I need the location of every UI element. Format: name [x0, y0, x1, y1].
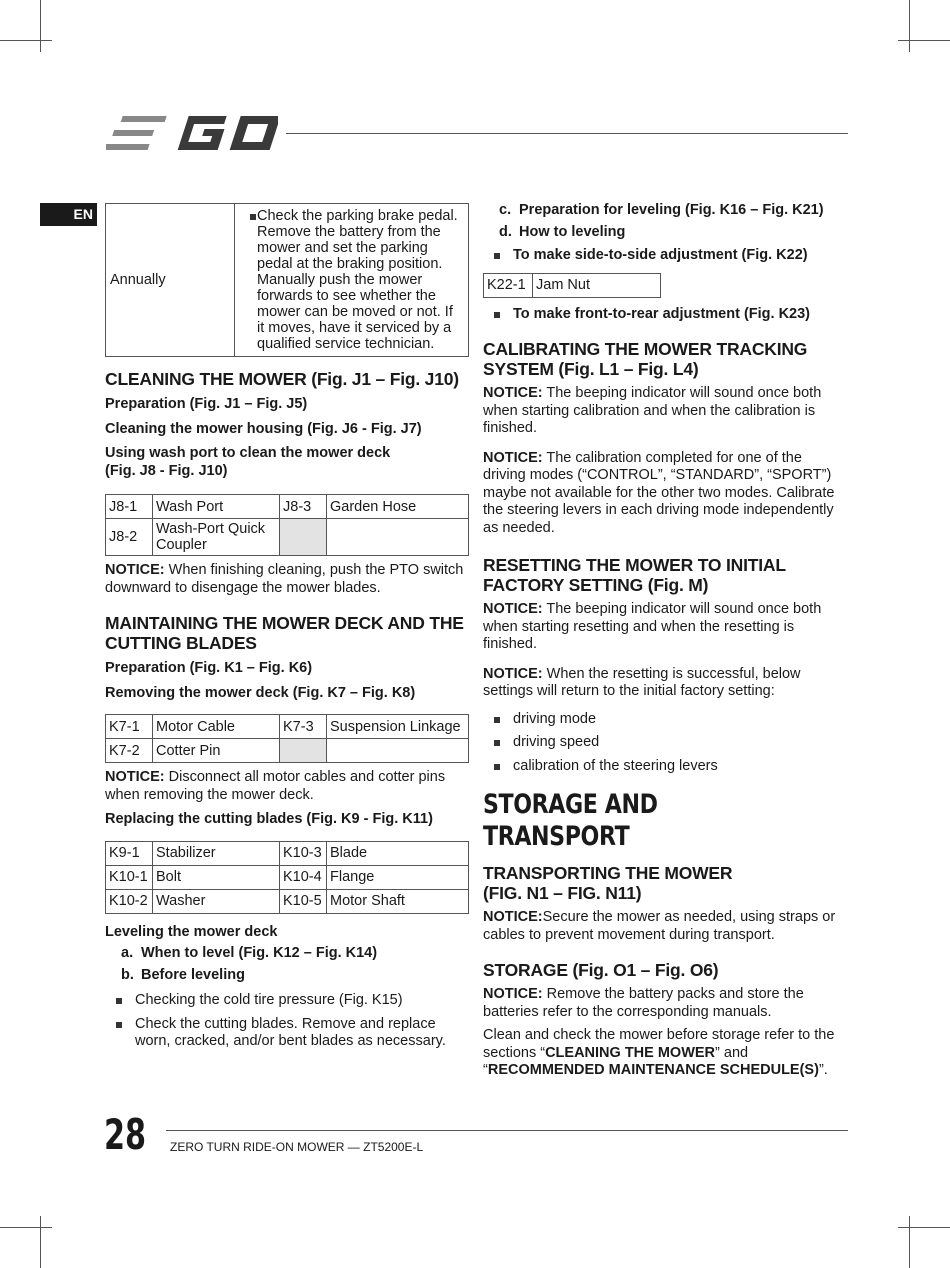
crop-mark — [898, 40, 950, 41]
subheading-replacing: Replacing the cutting blades (Fig. K9 - Fig. K11) — [105, 811, 433, 827]
part-id: K7-3 — [280, 715, 327, 739]
section-title-cleaning: CLEANING THE MOWER (Fig. J1 – Fig. J10) — [105, 369, 459, 389]
list-item: driving mode — [483, 711, 848, 729]
table-row — [106, 841, 469, 865]
wash-port-line2: (Fig. J8 - Fig. J10) — [105, 462, 228, 479]
empty-cell — [280, 519, 327, 556]
step-text: When to level (Fig. K12 – Fig. K14) — [141, 945, 378, 961]
part-name: Flange — [327, 865, 469, 889]
notice-label: NOTICE: — [105, 769, 165, 785]
language-tab: EN — [40, 203, 97, 226]
crop-mark — [898, 1227, 950, 1228]
step-a — [105, 945, 469, 963]
part-name: Stabilizer — [153, 841, 280, 865]
subheading-deck-prep: Preparation (Fig. K1 – Fig. K6) — [105, 660, 313, 676]
notice-text: When finishing cleaning, push the PTO switch downward to disengage the mower blades. — [105, 562, 464, 596]
empty-cell — [327, 739, 469, 763]
part-id: K10-3 — [280, 841, 327, 865]
part-id: J8-3 — [280, 495, 327, 519]
parts-table-k7 — [105, 714, 469, 763]
part-name: Garden Hose — [327, 495, 469, 519]
ego-logo — [106, 112, 278, 154]
title-line: (FIG. N1 – FIG. N11) — [483, 883, 642, 903]
crop-mark — [909, 0, 910, 52]
parts-table-k9-k10 — [105, 841, 469, 914]
table-row — [106, 204, 469, 357]
notice-label: NOTICE: — [483, 449, 543, 466]
part-id: J8-1 — [106, 495, 153, 519]
part-id: K10-4 — [280, 865, 327, 889]
part-name: Blade — [327, 841, 469, 865]
step-text: How to leveling — [519, 223, 626, 240]
part-name: Cotter Pin — [153, 739, 280, 763]
text-run: ” and “ — [483, 1044, 749, 1078]
text-run: ”. — [818, 1062, 828, 1078]
empty-cell — [327, 519, 469, 556]
notice-text: The calibration completed for one of the driving modes (“CONTROL”, “STANDARD”, “SPORT”) maybe not available for the other two modes. Calibrate the steering levers in each driving mode independently as needed. — [483, 449, 835, 536]
step-text: Preparation for leveling (Fig. K16 – Fig. K21) — [519, 202, 824, 218]
notice-transport — [483, 909, 848, 944]
notice-text: When the resetting is successful, below settings will return to the initial factory setting: — [483, 665, 801, 699]
table-row — [484, 273, 661, 297]
step-d — [483, 224, 848, 242]
part-id: K9-1 — [106, 841, 153, 865]
step-c — [483, 202, 848, 220]
part-name: Suspension Linkage — [327, 715, 469, 739]
text-run: Clean and check the mower before storage refer to the sections “ — [483, 1027, 835, 1061]
list-item: Check the cutting blades. Remove and replace worn, cracked, and/or bent blades as necessary. — [105, 1016, 469, 1051]
title-line: TRANSPORTING THE MOWER — [483, 863, 733, 883]
section-reference: CLEANING THE MOWER — [545, 1044, 716, 1061]
table-row — [106, 519, 469, 556]
crop-mark — [0, 40, 52, 41]
subheading-removing: Removing the mower deck (Fig. K7 – Fig. K8) — [105, 684, 416, 701]
part-name: Wash-Port Quick Coupler — [153, 519, 280, 556]
crop-mark — [40, 0, 41, 52]
crop-mark — [0, 1227, 52, 1228]
notice-label: NOTICE: — [483, 909, 543, 925]
notice-text: Secure the mower as needed, using straps or cables to prevent movement during transport. — [483, 909, 836, 943]
wash-port-line1: Using wash port to clean the mower deck — [105, 445, 391, 461]
part-name: Washer — [153, 889, 280, 913]
notice-label: NOTICE: — [105, 562, 165, 578]
notice-reset-2 — [483, 666, 848, 701]
notice-text: Remove the battery packs and store the batteries refer to the corresponding manuals. — [483, 986, 804, 1020]
notice-label: NOTICE: — [483, 385, 543, 401]
notice-label: NOTICE: — [483, 665, 543, 682]
table-row — [106, 889, 469, 913]
part-name: Bolt — [153, 865, 280, 889]
step-letter: d. — [499, 223, 512, 240]
notice-reset-1 — [483, 601, 848, 654]
list-item: To make side-to-side adjustment (Fig. K22) — [483, 247, 848, 265]
part-name: Wash Port — [153, 495, 280, 519]
footer-text: ZERO TURN RIDE-ON MOWER — ZT5200E-L — [170, 1140, 424, 1154]
crop-mark — [40, 1216, 41, 1268]
notice-calibration-2 — [483, 450, 848, 538]
parts-table-j8 — [105, 494, 469, 556]
right-column — [483, 200, 848, 1086]
subheading-preparation: Preparation (Fig. J1 – Fig. J5) — [105, 396, 308, 412]
list-item: driving speed — [483, 734, 848, 752]
schedule-task-text: Check the parking brake pedal. Remove the battery from the mower and set the parking pedal at the braking position. Manually push the mower forwards to see whether the mower can be moved or not. If it moves, have it serviced by a qualified service technician. — [257, 208, 458, 352]
list-item: To make front-to-rear adjustment (Fig. K23) — [483, 306, 848, 324]
part-id: K7-2 — [106, 739, 153, 763]
left-column — [105, 203, 469, 1057]
footer-rule — [166, 1130, 848, 1131]
section-title-resetting: RESETTING THE MOWER TO INITIAL FACTORY SETTING (Fig. M) — [483, 555, 786, 595]
section-title-calibrating: CALIBRATING THE MOWER TRACKING SYSTEM (Fig. L1 – Fig. L4) — [483, 339, 808, 379]
part-id: K10-5 — [280, 889, 327, 913]
part-id: J8-2 — [106, 519, 153, 556]
table-row — [106, 739, 469, 763]
notice-text: The beeping indicator will sound once both when starting calibration and when the calibration is finished. — [483, 385, 822, 436]
subheading-wash-port — [105, 445, 469, 480]
list-item: Checking the cold tire pressure (Fig. K15) — [105, 992, 469, 1010]
part-id: K10-2 — [106, 889, 153, 913]
section-title-deck: MAINTAINING THE MOWER DECK AND THE CUTTING BLADES — [105, 613, 464, 653]
subheading-housing: Cleaning the mower housing (Fig. J6 - Fig. J7) — [105, 420, 422, 437]
step-letter: c. — [499, 202, 512, 218]
subheading-leveling: Leveling the mower deck — [105, 923, 278, 940]
notice-label: NOTICE: — [483, 986, 543, 1002]
step-b — [105, 967, 469, 985]
part-name: Motor Cable — [153, 715, 280, 739]
storage-instructions — [483, 1027, 848, 1080]
empty-cell — [280, 739, 327, 763]
notice-cleaning — [105, 562, 469, 597]
part-id: K10-1 — [106, 865, 153, 889]
schedule-task — [235, 204, 469, 357]
schedule-interval: Annually — [106, 204, 235, 357]
section-reference: RECOMMENDED MAINTENANCE SCHEDULE(S) — [487, 1062, 819, 1078]
notice-text: Disconnect all motor cables and cotter pins when removing the mower deck. — [105, 769, 446, 803]
part-id: K7-1 — [106, 715, 153, 739]
section-title-transporting — [483, 863, 848, 903]
section-title-storage-transport: STORAGE AND TRANSPORT — [483, 789, 658, 852]
notice-deck — [105, 769, 469, 804]
notice-calibration-1 — [483, 385, 848, 438]
maintenance-schedule-table — [105, 203, 469, 357]
crop-mark — [909, 1216, 910, 1268]
table-row — [106, 865, 469, 889]
table-row — [106, 715, 469, 739]
page-number: 28 — [104, 1110, 147, 1159]
step-letter: b. — [121, 966, 134, 983]
notice-storage — [483, 986, 848, 1021]
section-title-storage: STORAGE (Fig. O1 – Fig. O6) — [483, 960, 719, 980]
part-name: Motor Shaft — [327, 889, 469, 913]
part-id: K22-1 — [484, 273, 533, 297]
step-text: Before leveling — [141, 966, 245, 983]
part-name: Jam Nut — [533, 273, 661, 297]
header-rule — [286, 133, 848, 134]
step-letter: a. — [121, 945, 134, 961]
notice-text: The beeping indicator will sound once both when starting resetting and when the resetting is finished. — [483, 601, 822, 652]
notice-label: NOTICE: — [483, 601, 543, 617]
table-row — [106, 495, 469, 519]
parts-table-k22 — [483, 273, 661, 298]
list-item: calibration of the steering levers — [483, 758, 848, 776]
